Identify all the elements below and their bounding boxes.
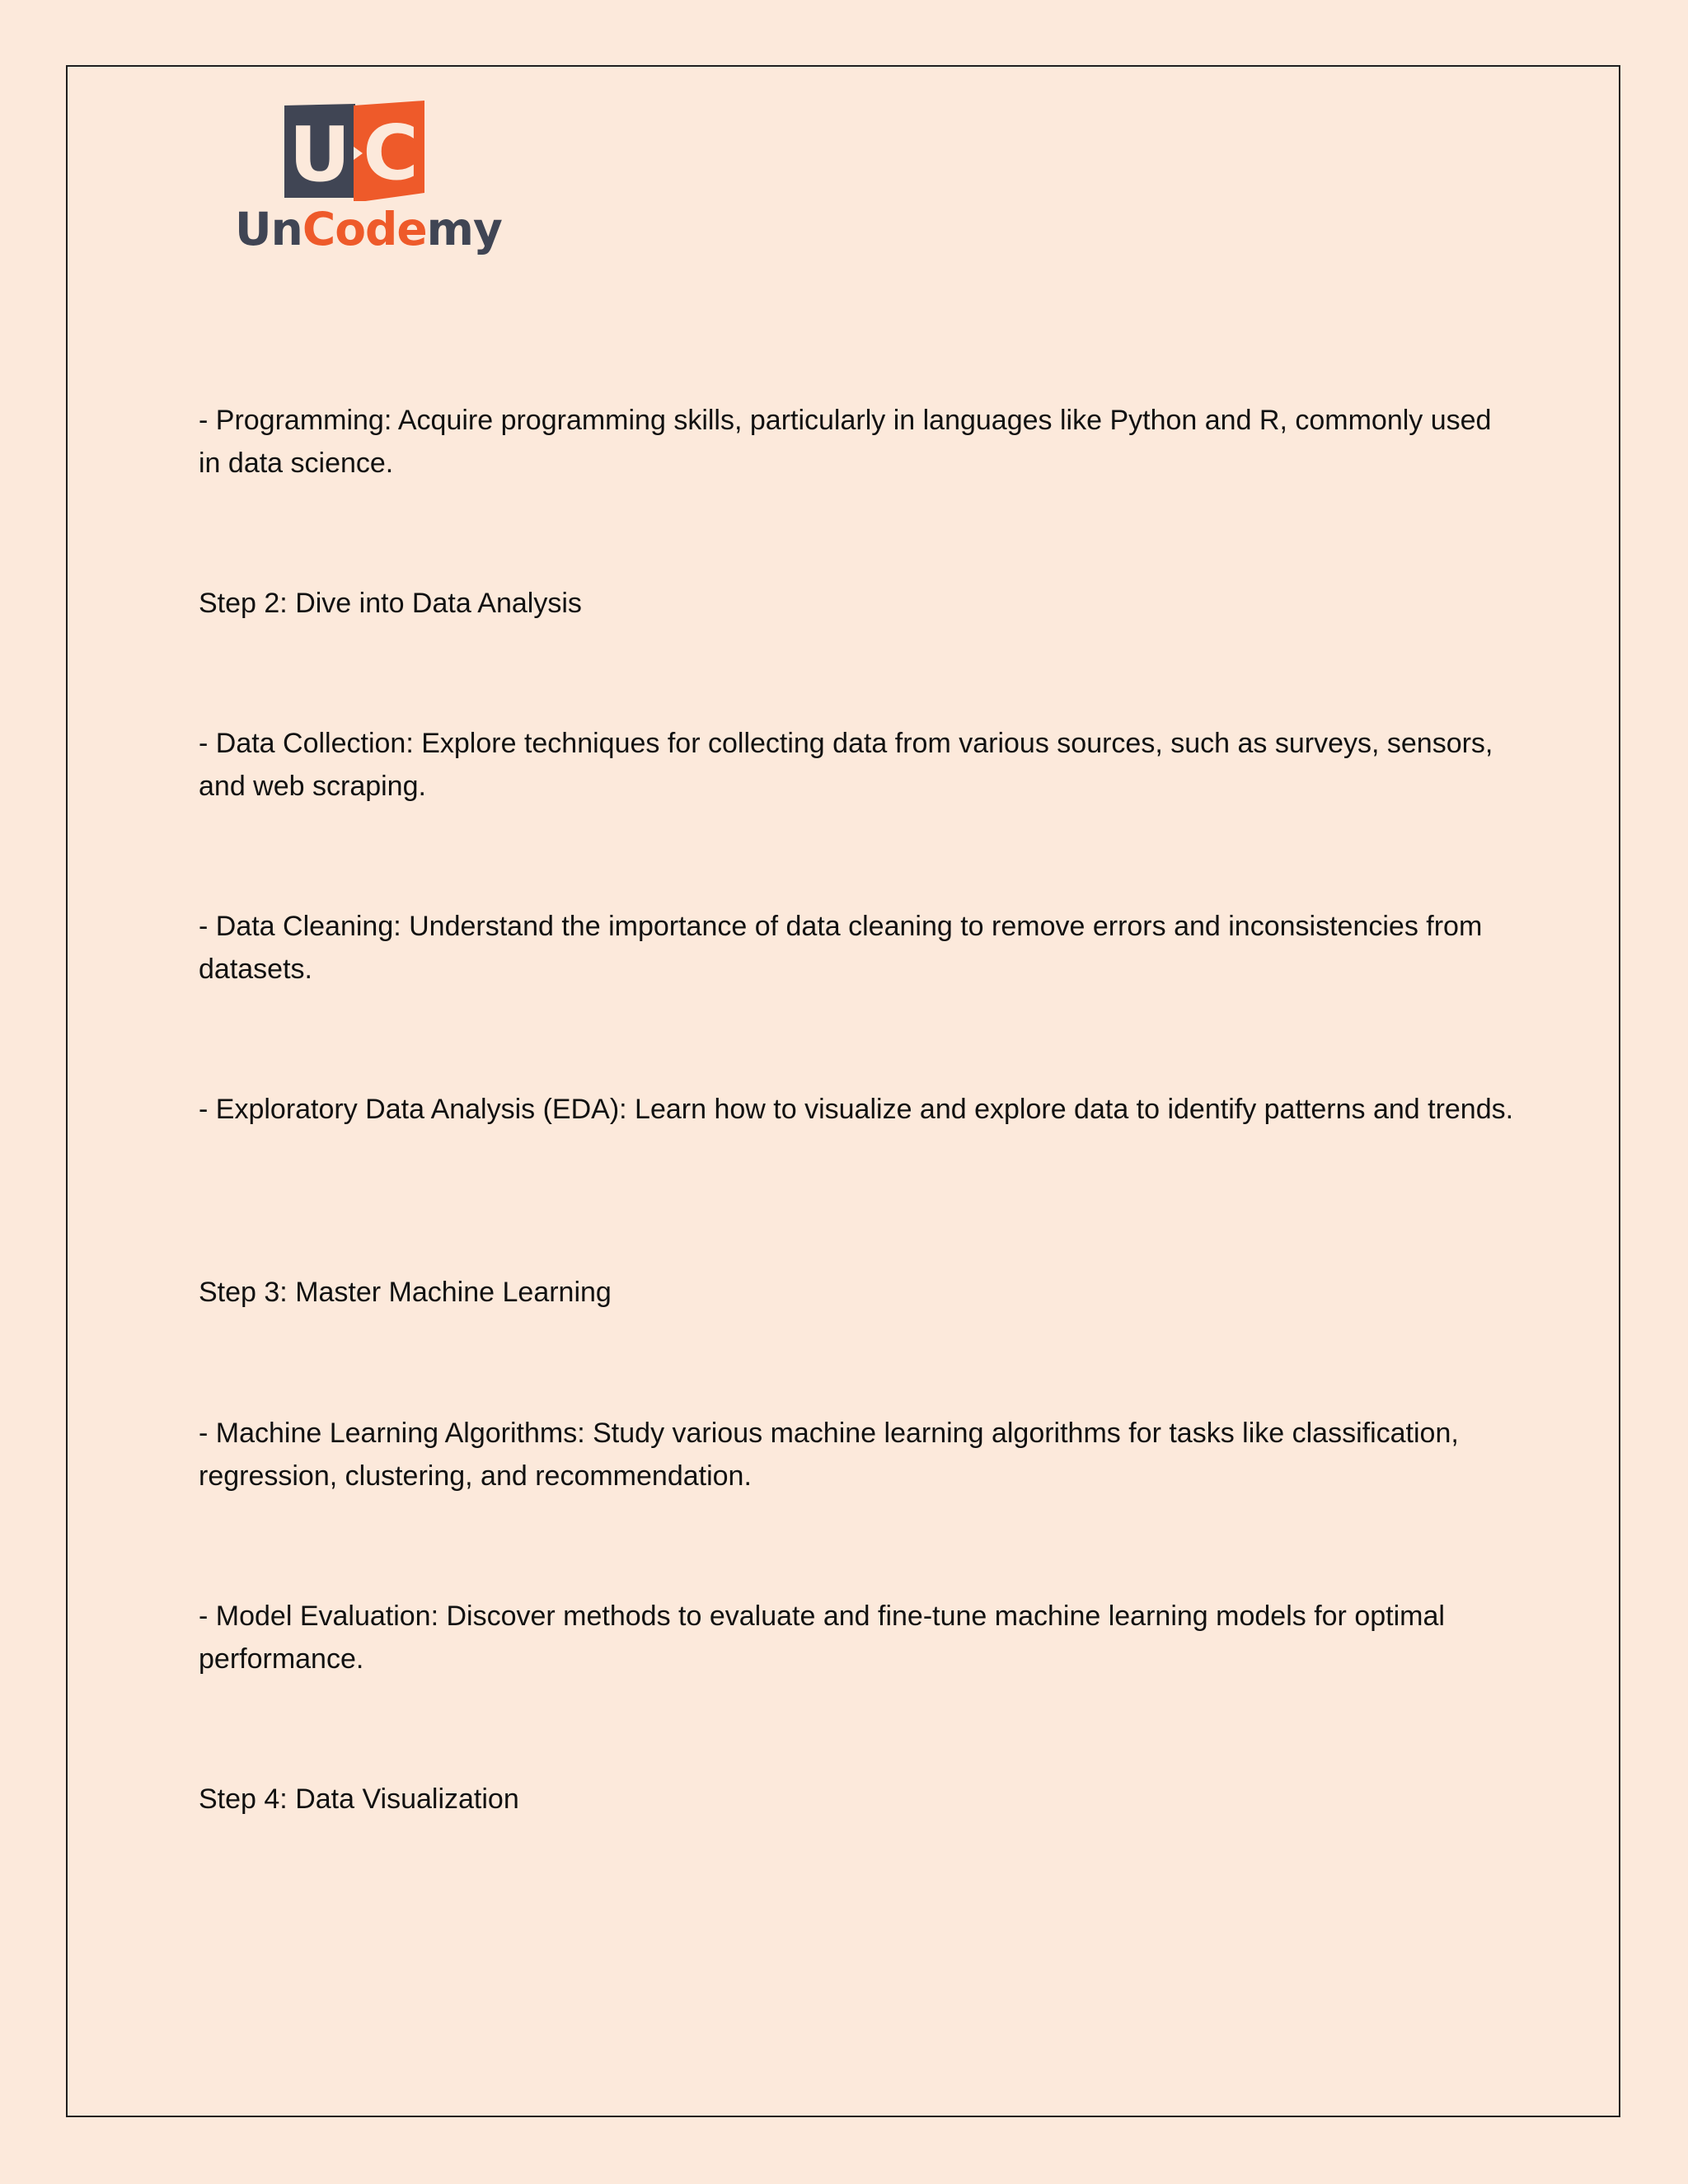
logo-letter-c: C — [363, 109, 419, 197]
paragraph-data-cleaning: - Data Cleaning: Understand the importance of data cleaning to remove errors and inconsistencies from datasets. — [199, 911, 1483, 985]
logo-word-code: Code — [302, 203, 427, 255]
logo-wordmark — [235, 203, 502, 255]
paragraph-data-collection: - Data Collection: Explore techniques for collecting data from various sources, such as surveys, sensors, and web scraping. — [199, 728, 1493, 802]
heading-step-2: Step 2: Dive into Data Analysis — [199, 588, 582, 619]
paragraph-eda: - Exploratory Data Analysis (EDA): Learn how to visualize and explore data to identify patterns and trends. — [199, 1094, 1514, 1125]
paragraph-model-evaluation: - Model Evaluation: Discover methods to evaluate and fine-tune machine learning models for optimal performance. — [199, 1601, 1445, 1675]
logo-word-un: Un — [235, 203, 302, 255]
heading-step-3: Step 3: Master Machine Learning — [199, 1277, 612, 1308]
logo-letter-u: U — [288, 110, 351, 199]
uc-logo-mark — [279, 101, 428, 201]
heading-step-4: Step 4: Data Visualization — [199, 1783, 519, 1815]
logo-word-my: my — [426, 203, 502, 255]
paragraph-ml-algorithms: - Machine Learning Algorithms: Study various machine learning algorithms for tasks like classification, regression, clustering, and recommendation. — [199, 1418, 1459, 1492]
paragraph-programming: - Programming: Acquire programming skills, particularly in languages like Python and R, commonly used in data science. — [199, 405, 1492, 479]
uncodemy-logo — [235, 101, 502, 257]
